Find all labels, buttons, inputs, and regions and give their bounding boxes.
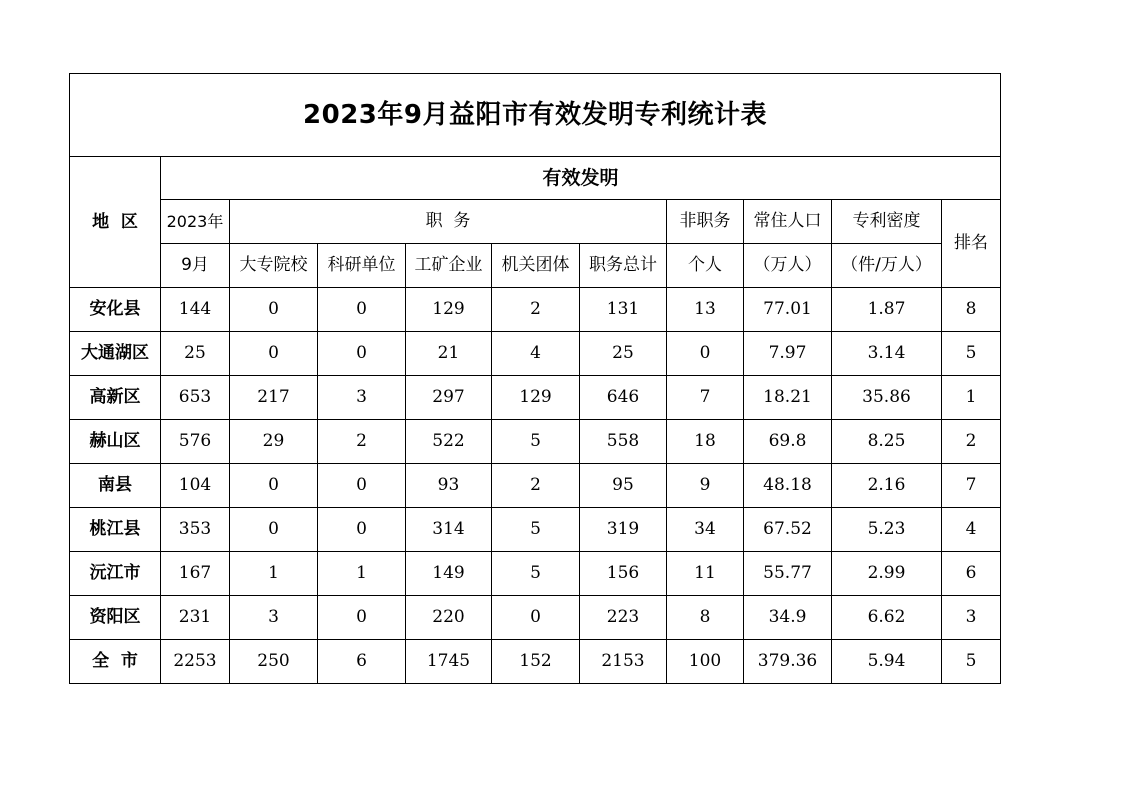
cell-total: 576 [161,420,230,464]
header-service-total: 职务总计 [580,244,667,288]
cell-university: 250 [230,640,318,684]
cell-rank: 5 [942,332,1001,376]
cell-agency: 5 [492,508,580,552]
cell-rank: 1 [942,376,1001,420]
cell-density: 5.94 [832,640,942,684]
table-row [70,464,1001,508]
cell-individual: 8 [667,596,744,640]
cell-density: 6.62 [832,596,942,640]
cell-service-total: 2153 [580,640,667,684]
header-month: 9月 [161,244,230,288]
cell-university: 0 [230,464,318,508]
header-region: 地 区 [70,157,161,288]
cell-total: 353 [161,508,230,552]
cell-research: 0 [318,332,406,376]
cell-total: 104 [161,464,230,508]
cell-industry: 129 [406,288,492,332]
cell-agency: 0 [492,596,580,640]
cell-region: 安化县 [70,288,161,332]
cell-industry: 297 [406,376,492,420]
table-row [70,552,1001,596]
cell-research: 0 [318,288,406,332]
table-title: 2023年9月益阳市有效发明专利统计表 [70,74,1001,157]
cell-service-total: 156 [580,552,667,596]
header-valid-invention: 有效发明 [161,157,1001,200]
cell-density: 3.14 [832,332,942,376]
cell-service-total: 95 [580,464,667,508]
cell-density: 2.16 [832,464,942,508]
cell-service-total: 319 [580,508,667,552]
cell-agency: 152 [492,640,580,684]
cell-region: 南县 [70,464,161,508]
header-density-unit: （件/万人） [832,244,942,288]
header-density: 专利密度 [832,200,942,244]
cell-agency: 5 [492,420,580,464]
cell-region: 资阳区 [70,596,161,640]
cell-research: 1 [318,552,406,596]
cell-rank: 5 [942,640,1001,684]
cell-population: 18.21 [744,376,832,420]
cell-total: 167 [161,552,230,596]
table-row [70,508,1001,552]
cell-university: 1 [230,552,318,596]
cell-population: 34.9 [744,596,832,640]
patent-statistics-table [69,73,1001,684]
cell-individual: 100 [667,640,744,684]
cell-population: 77.01 [744,288,832,332]
cell-density: 2.99 [832,552,942,596]
cell-industry: 93 [406,464,492,508]
cell-total: 231 [161,596,230,640]
cell-agency: 129 [492,376,580,420]
cell-research: 0 [318,596,406,640]
cell-rank: 8 [942,288,1001,332]
cell-university: 3 [230,596,318,640]
cell-total: 2253 [161,640,230,684]
cell-individual: 0 [667,332,744,376]
table-row [70,596,1001,640]
cell-service-total: 223 [580,596,667,640]
cell-individual: 34 [667,508,744,552]
cell-individual: 18 [667,420,744,464]
cell-population: 69.8 [744,420,832,464]
cell-research: 0 [318,508,406,552]
cell-industry: 522 [406,420,492,464]
cell-rank: 6 [942,552,1001,596]
cell-research: 6 [318,640,406,684]
cell-rank: 3 [942,596,1001,640]
header-industry: 工矿企业 [406,244,492,288]
cell-industry: 1745 [406,640,492,684]
cell-density: 5.23 [832,508,942,552]
cell-density: 35.86 [832,376,942,420]
header-individual: 个人 [667,244,744,288]
cell-population: 7.97 [744,332,832,376]
cell-research: 2 [318,420,406,464]
cell-service-total: 558 [580,420,667,464]
cell-university: 29 [230,420,318,464]
table-row [70,332,1001,376]
cell-total: 144 [161,288,230,332]
cell-individual: 11 [667,552,744,596]
cell-service-total: 646 [580,376,667,420]
cell-total: 25 [161,332,230,376]
cell-rank: 2 [942,420,1001,464]
cell-industry: 220 [406,596,492,640]
table-row [70,420,1001,464]
cell-rank: 7 [942,464,1001,508]
header-population: 常住人口 [744,200,832,244]
cell-population: 48.18 [744,464,832,508]
cell-industry: 21 [406,332,492,376]
header-agency: 机关团体 [492,244,580,288]
cell-university: 0 [230,332,318,376]
cell-agency: 5 [492,552,580,596]
cell-total: 653 [161,376,230,420]
table-row [70,288,1001,332]
header-year: 2023年 [161,200,230,244]
cell-region: 大通湖区 [70,332,161,376]
cell-individual: 7 [667,376,744,420]
cell-agency: 4 [492,332,580,376]
cell-region: 高新区 [70,376,161,420]
cell-region: 沅江市 [70,552,161,596]
table-row [70,640,1001,684]
cell-industry: 149 [406,552,492,596]
header-non-service: 非职务 [667,200,744,244]
cell-research: 3 [318,376,406,420]
cell-density: 1.87 [832,288,942,332]
cell-university: 0 [230,508,318,552]
header-population-unit: （万人） [744,244,832,288]
header-rank: 排名 [942,200,1001,288]
cell-individual: 9 [667,464,744,508]
cell-population: 379.36 [744,640,832,684]
cell-population: 67.52 [744,508,832,552]
header-service: 职 务 [230,200,667,244]
cell-region: 全 市 [70,640,161,684]
cell-population: 55.77 [744,552,832,596]
cell-university: 217 [230,376,318,420]
cell-agency: 2 [492,288,580,332]
cell-university: 0 [230,288,318,332]
cell-service-total: 25 [580,332,667,376]
header-research: 科研单位 [318,244,406,288]
cell-region: 桃江县 [70,508,161,552]
cell-research: 0 [318,464,406,508]
cell-individual: 13 [667,288,744,332]
cell-density: 8.25 [832,420,942,464]
cell-industry: 314 [406,508,492,552]
table-row [70,376,1001,420]
cell-service-total: 131 [580,288,667,332]
cell-rank: 4 [942,508,1001,552]
header-university: 大专院校 [230,244,318,288]
cell-region: 赫山区 [70,420,161,464]
cell-agency: 2 [492,464,580,508]
